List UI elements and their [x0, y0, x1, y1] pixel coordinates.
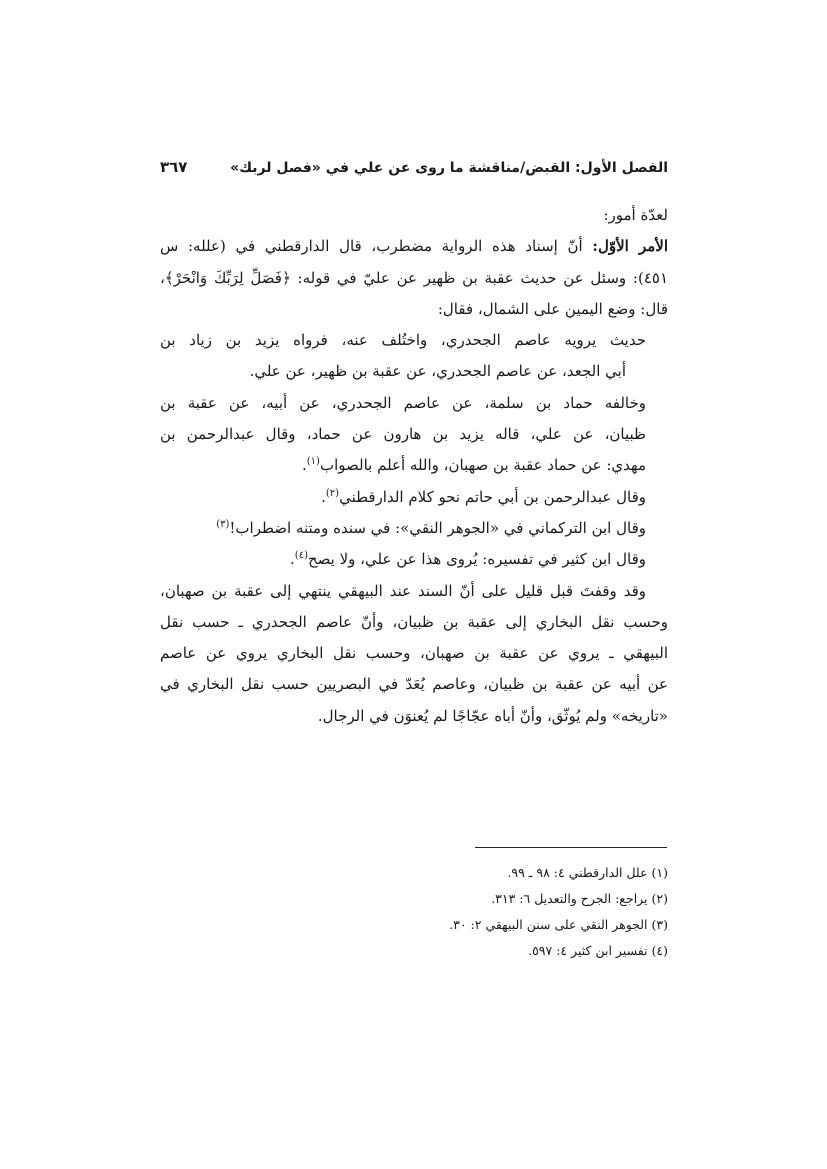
quote-line: [160, 544, 646, 575]
text-span: .: [321, 487, 326, 506]
text-span: أنّ إسناد هذه الرواية مضطرب، قال الدارقطني في (علله: س: [160, 237, 593, 256]
paragraph-line: «تاريخه» ولم يُوثّق، وأنّ أباه عجّاجًا لم يُعنوَن في الرجال.: [317, 706, 668, 725]
first-matter-heading: الأمر الأوّل:: [592, 237, 668, 256]
footnote: (٤) تفسير ابن كثير ٤: ٥٩٧.: [528, 943, 668, 958]
text-span: .: [301, 456, 307, 475]
paragraph-line: [160, 231, 668, 262]
footnote-ref[interactable]: (٤): [294, 550, 308, 562]
quote-line: [160, 482, 646, 513]
footnote: (٢) يراجع: الجرح والتعديل ٦: ٣١٣.: [491, 891, 668, 906]
paragraph-line: عن أبيه عن عقبة بن ظبيان، وعاصم يُعَدّ في البصريين حسب نقل البخاري في: [160, 675, 668, 694]
running-header: [160, 156, 668, 186]
text-span: .: [290, 550, 295, 569]
paragraph-line: ٤٥١): وسئل عن حديث عقبة بن ظهير عن عليّ في قوله: ﴿فَصَلِّ لِرَبِّكَ وَانْحَرْ﴾،: [160, 268, 668, 287]
quote-line: [160, 513, 646, 544]
footnote-divider: [475, 847, 667, 848]
paragraph-line: قال: وضع اليمين على الشمال، فقال:: [437, 299, 668, 318]
footnote-ref[interactable]: (١): [306, 456, 320, 468]
page-number: ٣٦٧: [160, 158, 188, 176]
text-span: وقال ابن التركماني في «الجوهر النقي»: في سنده ومتنه اضطراب!: [229, 518, 646, 537]
main-text: [160, 200, 668, 732]
text-span: مهدي: عن حماد عقبة بن صهبان، والله أعلم بالصواب: [319, 456, 646, 475]
text-span: وقال عبدالرحمن بن أبي حاتم نحو كلام الدارقطني: [339, 487, 646, 506]
quote-line: حديث يرويه عاصم الجحدري، واختُلف عنه، فرواه يزيد بن زياد بن: [160, 331, 646, 350]
footnote-ref[interactable]: (٣): [216, 518, 230, 530]
footnote: (٣) الجوهر النقي على سنن البيهقي ٢: ٣٠.: [449, 917, 668, 932]
paragraph-line: وحسب نقل البخاري إلى عقبة بن ظبيان، وأنّ عاصم الجحدري ـ حسب نقل: [160, 612, 668, 631]
quote-line: وخالفه حماد بن سلمة، عن عاصم الجحدري، عن أبيه، عن عقبة بن: [160, 393, 646, 412]
quote-line: أبي الجعد، عن عاصم الجحدري، عن عقبة بن ظهير، عن علي.: [249, 362, 626, 381]
footnotes: [160, 860, 668, 964]
quote-line: [160, 450, 646, 481]
chapter-title: الفصل الأول: القبض/مناقشة ما روى عن علي في «فصل لربك»: [230, 160, 668, 176]
paragraph-intro: لعدّة أمور:: [603, 206, 668, 224]
text-span: وقال ابن كثير في تفسيره: يُروى هذا عن علي، ولا يصح: [307, 550, 646, 569]
quote-line: ظبيان، عن علي، قاله يزيد بن هارون عن حماد، وقال عبدالرحمن بن: [160, 425, 646, 444]
footnote: (١) علل الدارقطني ٤: ٩٨ ـ ٩٩.: [507, 865, 668, 880]
paragraph-line: البيهقي ـ يروي عن عقبة بن صهبان، وحسب نقل البخاري يروي عن عاصم: [160, 644, 668, 663]
footnote-ref[interactable]: (٢): [325, 487, 340, 499]
paragraph-line: وقد وقفتَ قبل قليل على أنّ السند عند البيهقي ينتهي إلى عقبة بن صهبان،: [160, 581, 646, 600]
